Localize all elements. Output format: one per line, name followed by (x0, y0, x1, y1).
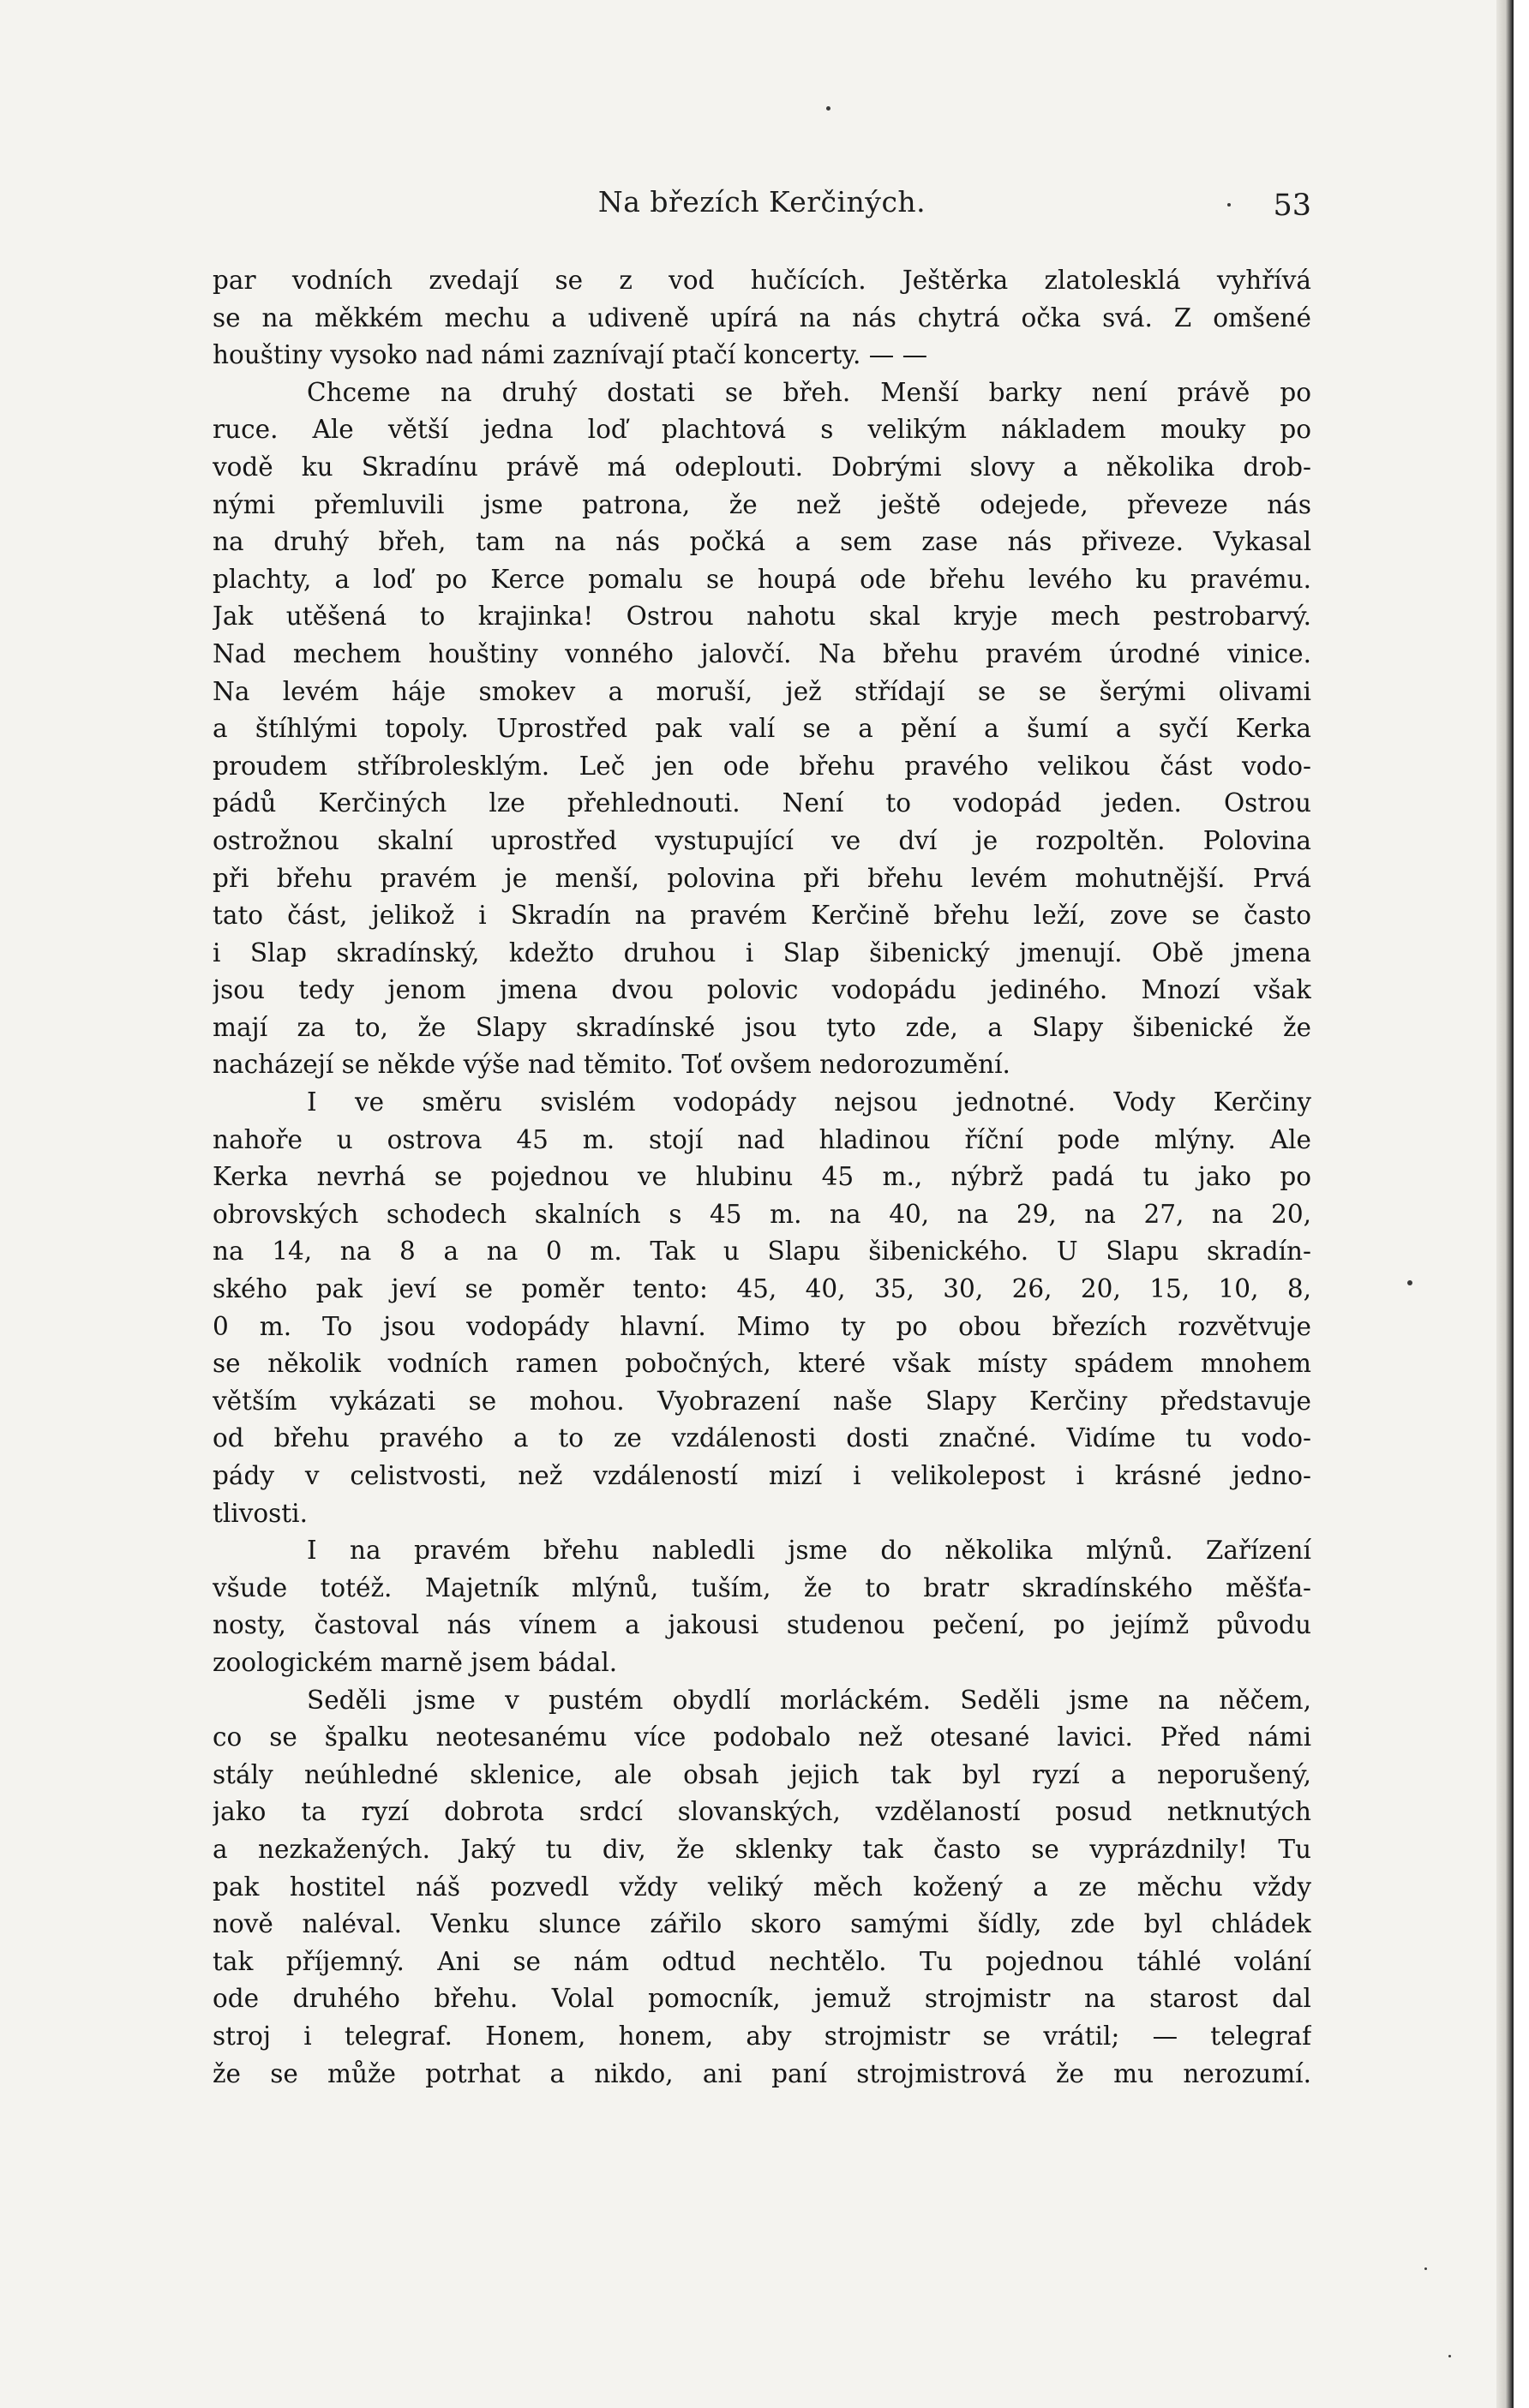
text-line: par vodních zvedají se z vod hučících. Ještěrka zlatolesklá vyhřívá (213, 266, 1311, 295)
paper-speck (1448, 2355, 1451, 2357)
text-line: houštiny vysoko nad námi zaznívají ptačí koncerty. — — (213, 340, 928, 370)
text-line: se na měkkém mechu a udiveně upírá na nás chytrá očka svá. Z omšené (213, 302, 1311, 332)
text-line: nově naléval. Venku slunce zářilo skoro samými šídly, zde byl chládek (213, 1909, 1311, 1939)
text-line: stroj i telegraf. Honem, honem, aby strojmistr se vrátil; — telegraf (213, 2021, 1311, 2051)
text-line: pády v celistvosti, než vzdáleností mizí i velikolepost i krásné jedno- (213, 1461, 1311, 1490)
text-line: pak hostitel náš pozvedl vždy veliký měch kožený a ze měchu vždy (213, 1872, 1311, 1902)
text-line: co se špalku neotesanému více podobalo než otesané lavici. Před námi (213, 1722, 1311, 1752)
text-line: a nezkažených. Jaký tu div, že sklenky tak často se vyprázdnily! Tu (213, 1834, 1311, 1864)
paper-speck (1424, 2267, 1427, 2270)
text-line: stály neúhledné sklenice, ale obsah jejich tak byl ryzí a neporušený, (213, 1759, 1311, 1789)
text-line: jsou tedy jenom jmena dvou polovic vodopádu jediného. Mnozí však (213, 975, 1311, 1005)
text-line: Chceme na druhý dostati se břeh. Menší barky není právě po (307, 377, 1311, 407)
text-line: nacházejí se někde výše nad těmito. Toť ovšem nedorozumění. (213, 1050, 1010, 1080)
text-line: na 14, na 8 a na 0 m. Tak u Slapu šibenického. U Slapu skradín- (213, 1237, 1311, 1267)
text-line: že se může potrhat a nikdo, ani paní strojmistrová že mu nerozumí. (213, 2058, 1311, 2088)
text-line: tato část, jelikož i Skradín na pravém Kerčině břehu leží, zove se často (213, 901, 1311, 931)
text-line: Kerka nevrhá se pojednou ve hlubinu 45 m., nýbrž padá tu jako po (213, 1162, 1311, 1192)
text-line: Na levém háje smokev a moruší, jež střídají se se šerými olivami (213, 676, 1311, 706)
text-line: ode druhého břehu. Volal pomocník, jemuž strojmistr na starost dal (213, 1984, 1311, 2014)
text-line: se několik vodních ramen pobočných, které však místy spádem mnohem (213, 1349, 1311, 1379)
text-line: tlivosti. (213, 1498, 308, 1528)
page-header (213, 182, 1311, 233)
text-line: jako ta ryzí dobrota srdcí slovanských, vzdělaností posud netknutých (213, 1797, 1311, 1827)
text-line: od břehu pravého a to ze vzdálenosti dosti značné. Vidíme tu vodo- (213, 1423, 1311, 1453)
text-line: i Slap skradínský, kdežto druhou i Slap šibenický jmenují. Obě jmena (213, 937, 1311, 967)
text-line: všude totéž. Majetník mlýnů, tuším, že to bratr skradínského měšťa- (213, 1572, 1311, 1602)
paper-speck (1407, 1280, 1412, 1285)
text-line: 0 m. To jsou vodopády hlavní. Mimo ty po obou březích rozvětvuje (213, 1311, 1311, 1341)
page-number: 53 (1273, 189, 1311, 223)
text-line: mají za to, že Slapy skradínské jsou tyto zde, a Slapy šibenické že (213, 1012, 1311, 1042)
text-line: pádů Kerčiných lze přehlednouti. Není to vodopád jeden. Ostrou (213, 788, 1311, 818)
text-line: na druhý břeh, tam na nás počká a sem zase nás přiveze. Vykasal (213, 527, 1311, 557)
text-line: obrovských schodech skalních s 45 m. na 40, na 29, na 27, na 20, (213, 1199, 1311, 1229)
text-line: tak příjemný. Ani se nám odtud nechtělo. Tu pojednou táhlé volání (213, 1946, 1311, 1976)
text-line: nahoře u ostrova 45 m. stojí nad hladinou říční pode mlýny. Ale (213, 1124, 1311, 1154)
text-line: větším vykázati se mohou. Vyobrazení naše Slapy Kerčiny představuje (213, 1386, 1311, 1416)
text-line: ruce. Ale větší jedna loď plachtová s velikým nákladem mouky po (213, 415, 1311, 445)
text-line: Jak utěšená to krajinka! Ostrou nahotu skal kryje mech pestrobarvý. (213, 602, 1311, 632)
page-edge-shadow (1496, 0, 1512, 2408)
text-line: nosty, častoval nás vínem a jakousi studenou pečení, po jejímž původu (213, 1610, 1311, 1640)
text-line: zoologickém marně jsem bádal. (213, 1647, 618, 1677)
text-line: a štíhlými topoly. Uprostřed pak valí se a pění a šumí a syčí Kerka (213, 714, 1311, 744)
paper-speck (1227, 203, 1231, 207)
text-line: I na pravém břehu nabledli jsme do několika mlýnů. Zařízení (307, 1536, 1311, 1566)
paper-speck (826, 106, 830, 111)
text-line: I ve směru svislém vodopády nejsou jednotné. Vody Kerčiny (307, 1087, 1311, 1117)
text-line: plachty, a loď po Kerce pomalu se houpá ode břehu levého ku pravému. (213, 564, 1311, 594)
text-line: Nad mechem houštiny vonného jalovčí. Na břehu pravém úrodné vinice. (213, 638, 1311, 668)
text-line: při břehu pravém je menší, polovina při břehu levém mohutnější. Prvá (213, 863, 1311, 893)
body-text (213, 262, 1311, 2093)
text-line: nými přemluvili jsme patrona, že než ještě odejede, převeze nás (213, 489, 1311, 519)
text-line: proudem stříbrolesklým. Leč jen ode břehu pravého velikou část vodo- (213, 751, 1311, 781)
text-line: ostrožnou skalní uprostřed vystupující ve dví je rozpoltěn. Polovina (213, 825, 1311, 855)
text-line: vodě ku Skradínu právě má odeplouti. Dobrými slovy a několika drob- (213, 452, 1311, 482)
running-title: Na březích Kerčiných. (597, 185, 926, 219)
text-line: Seděli jsme v pustém obydlí morláckém. Seděli jsme na něčem, (307, 1685, 1311, 1715)
text-line: ského pak jeví se poměr tento: 45, 40, 35, 30, 26, 20, 15, 10, 8, (213, 1274, 1311, 1304)
